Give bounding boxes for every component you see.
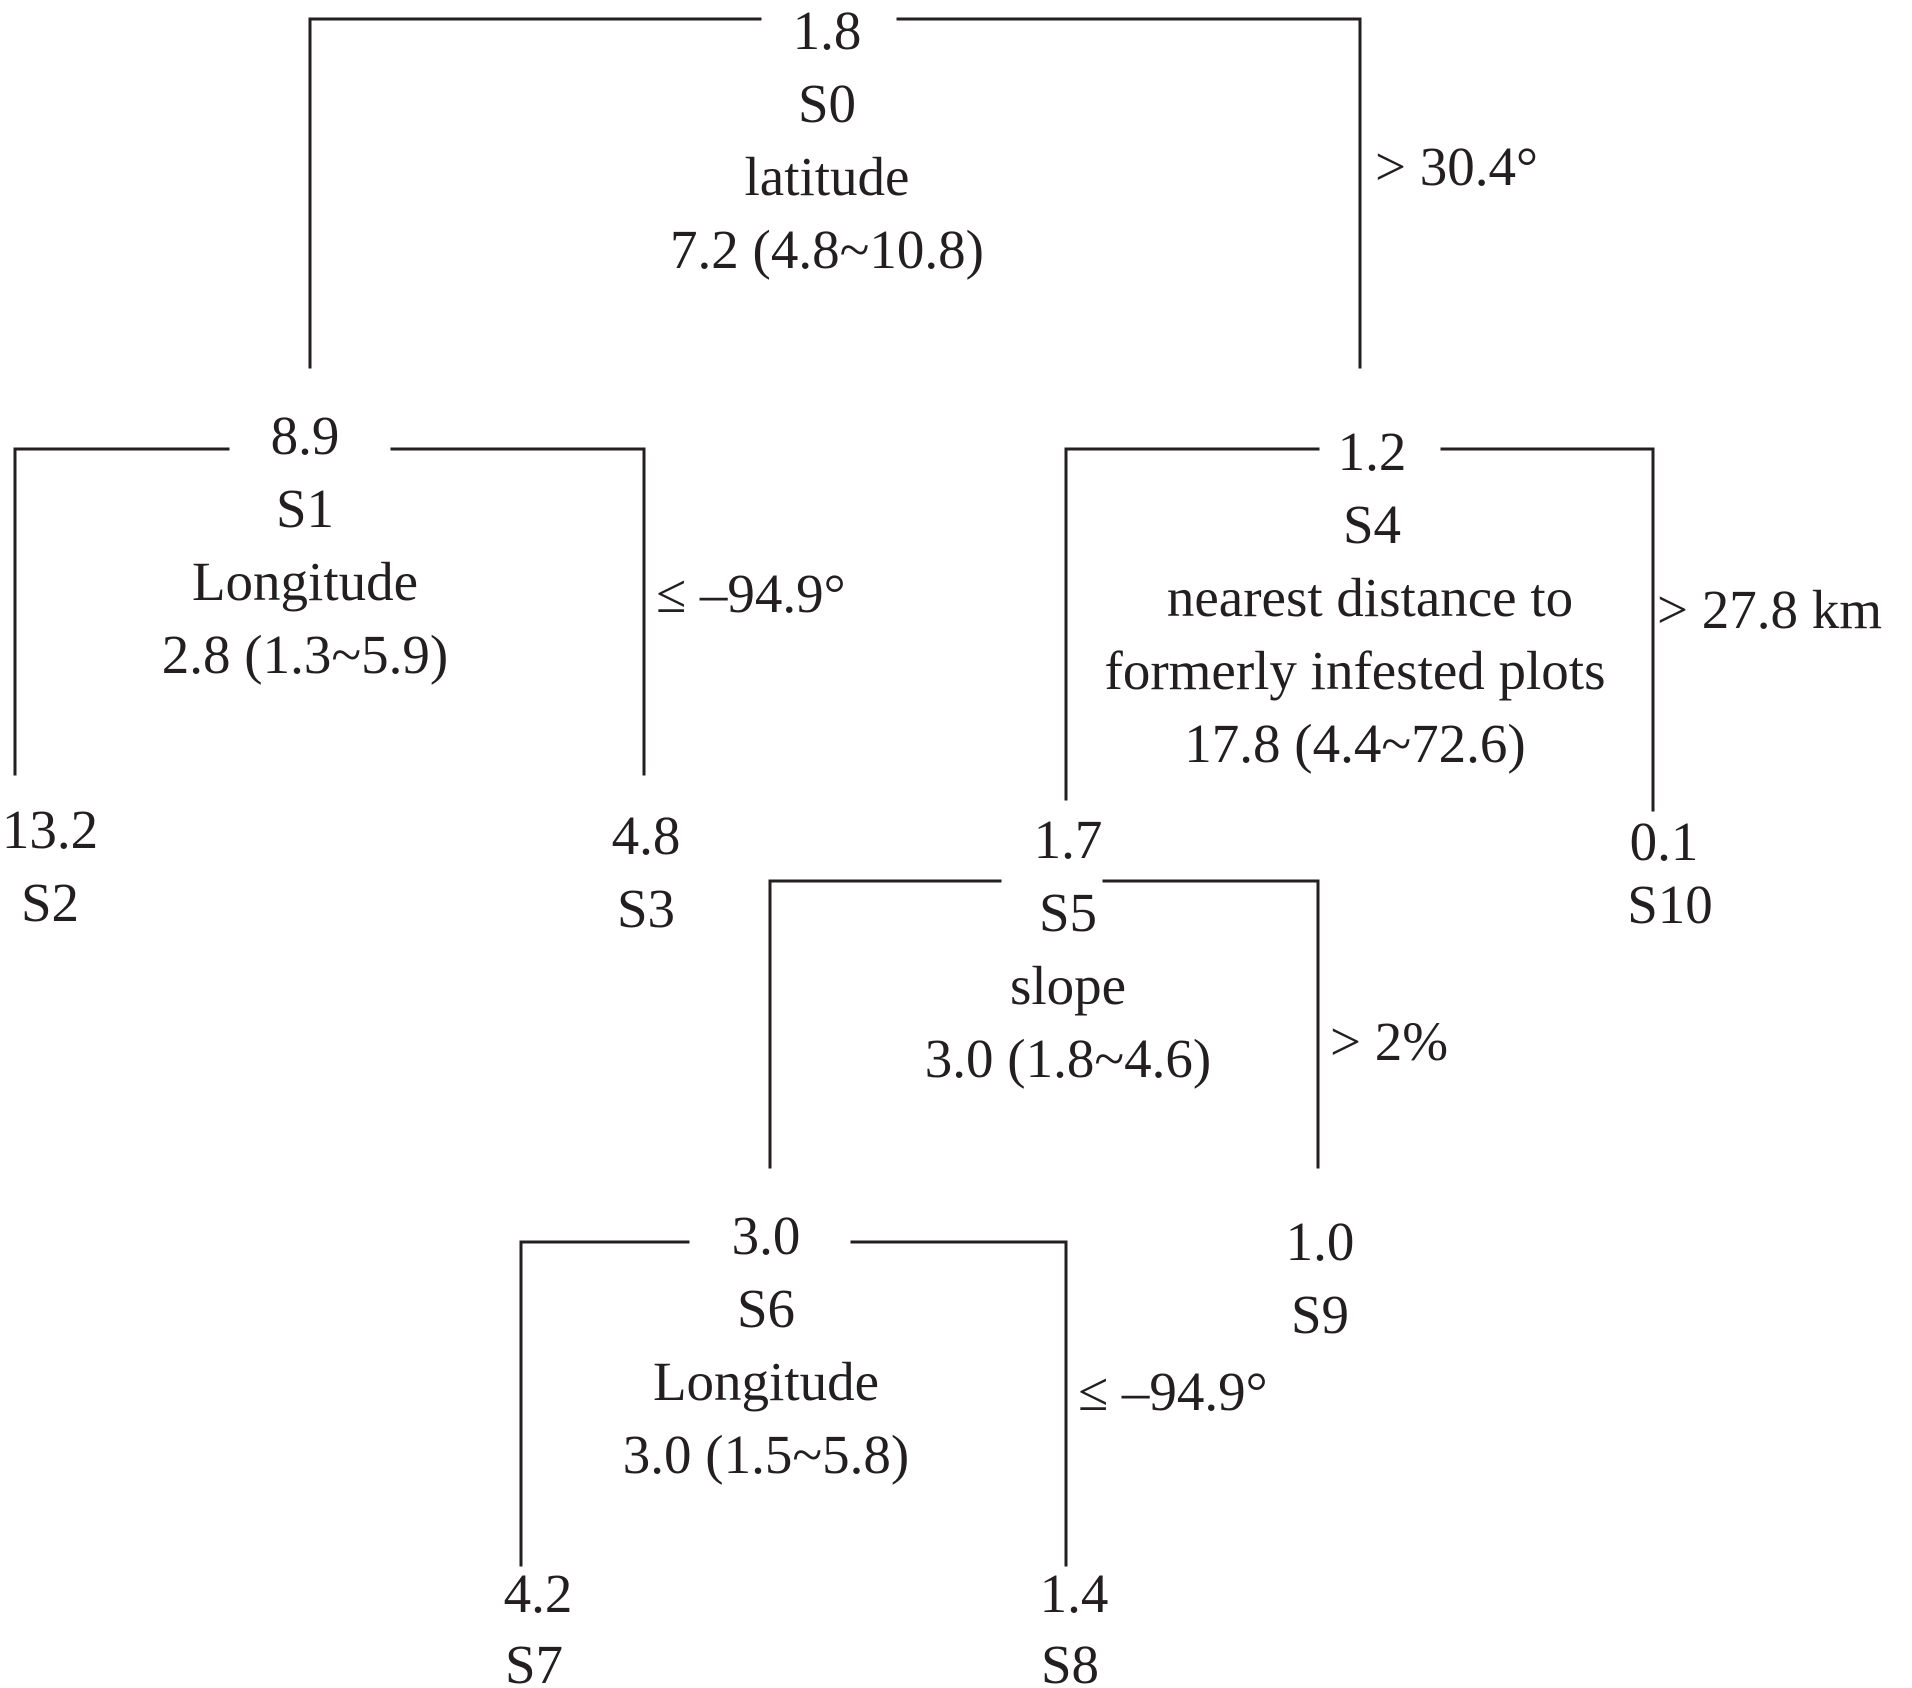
node-s2-value: 13.2 bbox=[1, 799, 99, 860]
node-s9-value: 1.0 bbox=[1285, 1211, 1355, 1272]
node-s3-value: 4.8 bbox=[611, 805, 681, 866]
node-s10-id: S10 bbox=[1627, 874, 1713, 935]
node-s4-estimate: 17.8 (4.4~72.6) bbox=[1184, 713, 1526, 774]
node-s5-variable: slope bbox=[1009, 955, 1127, 1016]
node-s8-value: 1.4 bbox=[1039, 1563, 1109, 1624]
node-s6-variable: Longitude bbox=[652, 1351, 880, 1412]
node-s6 bbox=[623, 1205, 909, 1485]
node-s1 bbox=[162, 405, 448, 685]
node-s8-id: S8 bbox=[1040, 1634, 1100, 1688]
node-s6-value: 3.0 bbox=[731, 1205, 801, 1266]
node-s7 bbox=[504, 1563, 573, 1688]
edge-s5-left bbox=[770, 881, 1000, 1167]
node-s4-variable-line2: formerly infested plots bbox=[1104, 640, 1606, 701]
node-s2-id: S2 bbox=[20, 872, 80, 933]
node-s5-estimate: 3.0 (1.8~4.6) bbox=[924, 1028, 1212, 1089]
split-condition-s0: > 30.4° bbox=[1375, 136, 1539, 197]
node-s1-id: S1 bbox=[275, 478, 335, 539]
node-s4-variable-line1: nearest distance to bbox=[1166, 567, 1574, 628]
node-s1-estimate: 2.8 (1.3~5.9) bbox=[161, 624, 449, 685]
node-s9 bbox=[1286, 1211, 1355, 1345]
node-s4 bbox=[1105, 421, 1606, 774]
node-s7-value: 4.2 bbox=[503, 1563, 573, 1624]
node-s5-id: S5 bbox=[1038, 882, 1098, 943]
node-s9-id: S9 bbox=[1290, 1284, 1350, 1345]
node-s0-variable: latitude bbox=[744, 146, 910, 207]
node-s3-id: S3 bbox=[616, 878, 676, 939]
edge-s1-right bbox=[392, 449, 644, 774]
node-s10-value: 0.1 bbox=[1629, 811, 1699, 872]
node-s6-estimate: 3.0 (1.5~5.8) bbox=[622, 1424, 910, 1485]
node-s0-estimate: 7.2 (4.8~10.8) bbox=[670, 219, 984, 280]
node-s5 bbox=[925, 809, 1211, 1089]
node-s4-id: S4 bbox=[1342, 494, 1402, 555]
node-s4-value: 1.2 bbox=[1337, 421, 1407, 482]
node-s2 bbox=[2, 799, 98, 933]
node-s8 bbox=[1040, 1563, 1109, 1688]
split-condition-s4: > 27.8 km bbox=[1657, 579, 1883, 640]
node-s10 bbox=[1627, 811, 1713, 935]
node-s5-value: 1.7 bbox=[1033, 809, 1103, 870]
edge-s0-right bbox=[898, 19, 1360, 367]
node-s0-id: S0 bbox=[797, 73, 857, 134]
node-s1-variable: Longitude bbox=[191, 551, 419, 612]
node-s1-value: 8.9 bbox=[270, 405, 340, 466]
edge-s5-right bbox=[1104, 881, 1318, 1167]
node-s3 bbox=[612, 805, 681, 939]
split-condition-s6: ≤ –94.9° bbox=[1078, 1361, 1268, 1422]
split-condition-s5: > 2% bbox=[1330, 1011, 1449, 1072]
node-s0-value: 1.8 bbox=[792, 0, 862, 61]
node-s7-id: S7 bbox=[504, 1634, 564, 1688]
edge-s0-left bbox=[310, 19, 760, 367]
split-condition-s1: ≤ –94.9° bbox=[656, 563, 846, 624]
node-s6-id: S6 bbox=[736, 1278, 796, 1339]
node-s0 bbox=[670, 0, 984, 280]
edge-s6-right bbox=[852, 1242, 1066, 1565]
